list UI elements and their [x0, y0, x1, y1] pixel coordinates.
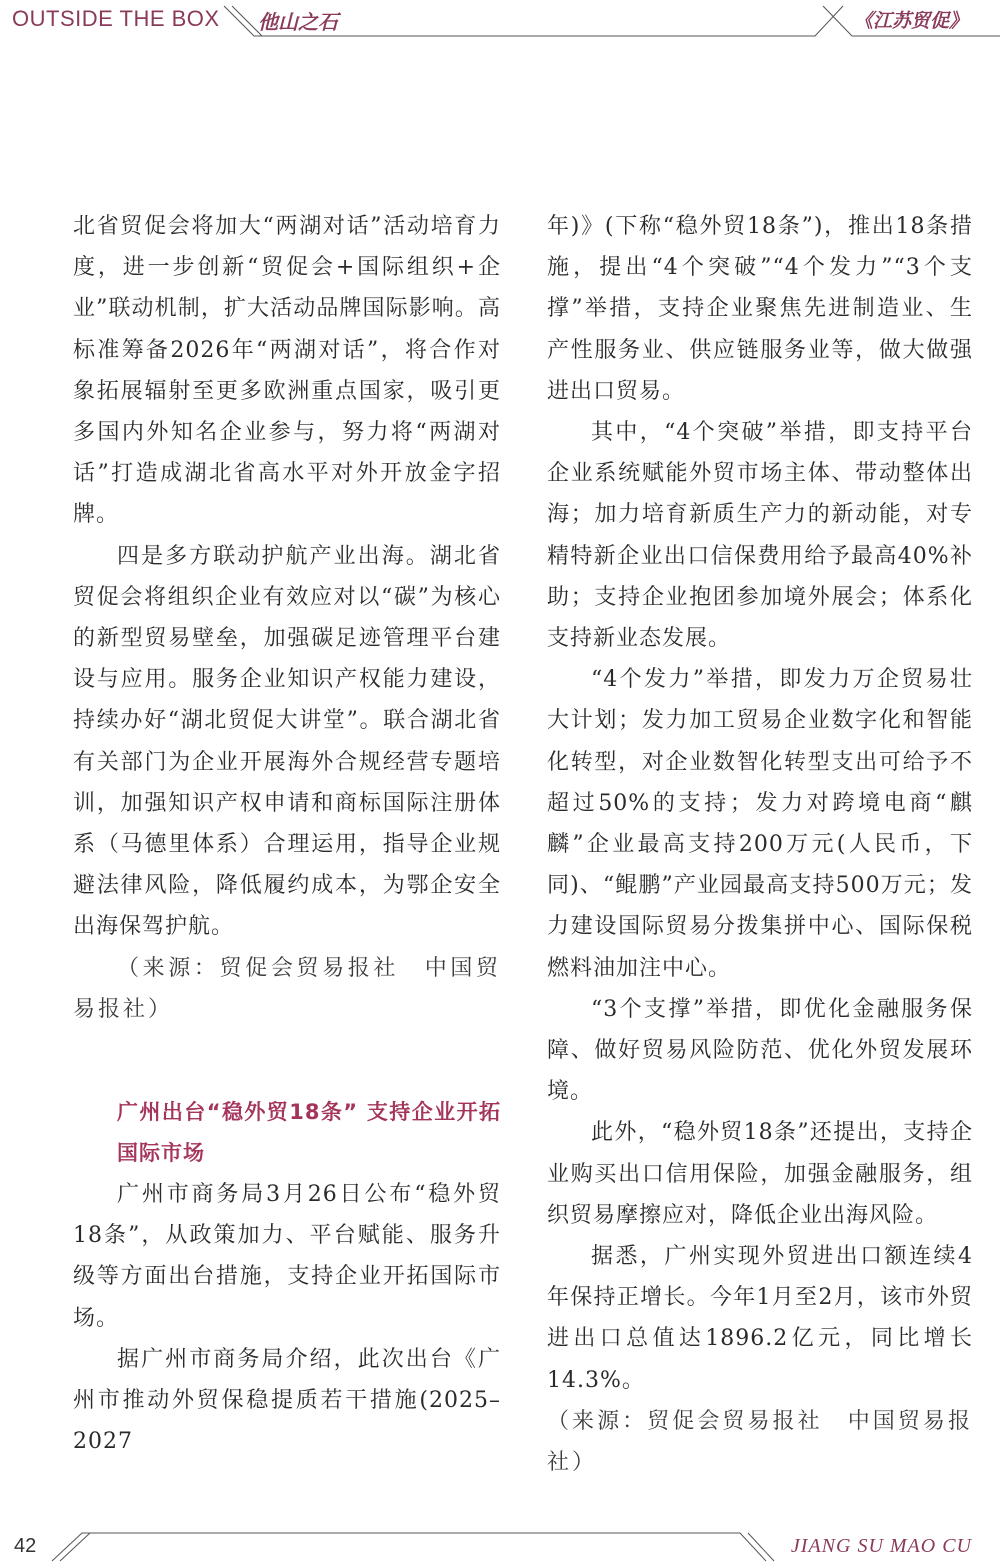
right-column: [547, 206, 973, 1483]
left-paragraph-3: 广州市商务局3月26日公布“稳外贸18条”，从政策加力、平台赋能、服务升级等方面出台措施，支持企业开拓国际市场。: [73, 1182, 501, 1331]
source-note-1: （来源：贸促会贸易报社 中国贸易报社）: [73, 955, 501, 1022]
page-number: 42: [14, 1535, 37, 1557]
header-section-en: OUTSIDE THE BOX: [12, 6, 220, 31]
section-gap: [73, 1030, 501, 1092]
left-paragraph-2: 四是多方联动护航产业出海。湖北省贸促会将组织企业有效应对以“碳”为核心的新型贸易壁垒，加强碳足迹管理平台建设与应用。服务企业知识产权能力建设，持续办好“湖北贸促大讲堂”。联合湖北省有关部门为企业开展海外合规经营专题培训，加强知识产权申请和商标国际注册体系（马德里体系）合理运用，指导企业规避法律风险，降低履约成本，为鄂企安全出海保驾护航。: [73, 543, 501, 940]
footer-magazine-en: JIANG SU MAO CU: [790, 1535, 972, 1557]
left-column: [73, 206, 501, 1462]
right-paragraph-2: 其中，“4个突破”举措，即支持平台企业系统赋能外贸市场主体、带动整体出海；加力培育新质生产力的新动能，对专精特新企业出口信保费用给予最高40%补助；支持企业抱团参加境外展会；体系化支持新业态发展。: [547, 420, 973, 652]
header-section-cn: 他山之石: [258, 10, 338, 34]
header-magazine-title: 《江苏贸促》: [853, 10, 968, 32]
right-paragraph-1: 年)》(下称“稳外贸18条”)，推出18条措施，提出“4个突破”“4个发力”“3个支撑”举措，支持企业聚焦先进制造业、生产性服务业、供应链服务业等，做大做强进出口贸易。: [547, 214, 973, 404]
right-paragraph-6: 据悉，广州实现外贸进出口额连续4年保持正增长。今年1月至2月，该市外贸进出口总值达1896.2亿元，同比增长14.3%。: [547, 1244, 973, 1393]
left-paragraph-4: 据广州市商务局介绍，此次出台《广州市推动外贸保稳提质若干措施(2025–2027: [73, 1346, 501, 1455]
right-paragraph-3: “4个发力”举措，即发力万企贸易壮大计划；发力加工贸易企业数字化和智能化转型，对企业数智化转型支出可给予不超过50%的支持；发力对跨境电商“麒麟”企业最高支持200万元(人民币，下同)、“鲲鹏”产业园最高支持500万元；发力建设国际贸易分拨集拼中心、国际保税燃料油加注中心。: [547, 667, 973, 981]
right-paragraph-5: 此外，“稳外贸18条”还提出，支持企业购买出口信用保险，加强金融服务，组织贸易摩擦应对，降低企业出海风险。: [547, 1120, 973, 1228]
right-paragraph-4: “3个支撑”举措，即优化金融服务保障、做好贸易风险防范、优化外贸发展环境。: [547, 996, 973, 1105]
left-paragraph-1: 北省贸促会将加大“两湖对话”活动培育力度，进一步创新“贸促会+国际组织+企业”联动机制，扩大活动品牌国际影响。高标准筹备2026年“两湖对话”，将合作对象拓展辐射至更多欧洲重点国家，吸引更多国内外知名企业参与，努力将“两湖对话”打造成湖北省高水平对外开放金字招牌。: [73, 214, 501, 528]
source-note-2: （来源：贸促会贸易报社 中国贸易报社）: [547, 1408, 973, 1476]
article-heading: 广州出台“稳外贸18条” 支持企业开拓国际市场: [117, 1100, 501, 1166]
